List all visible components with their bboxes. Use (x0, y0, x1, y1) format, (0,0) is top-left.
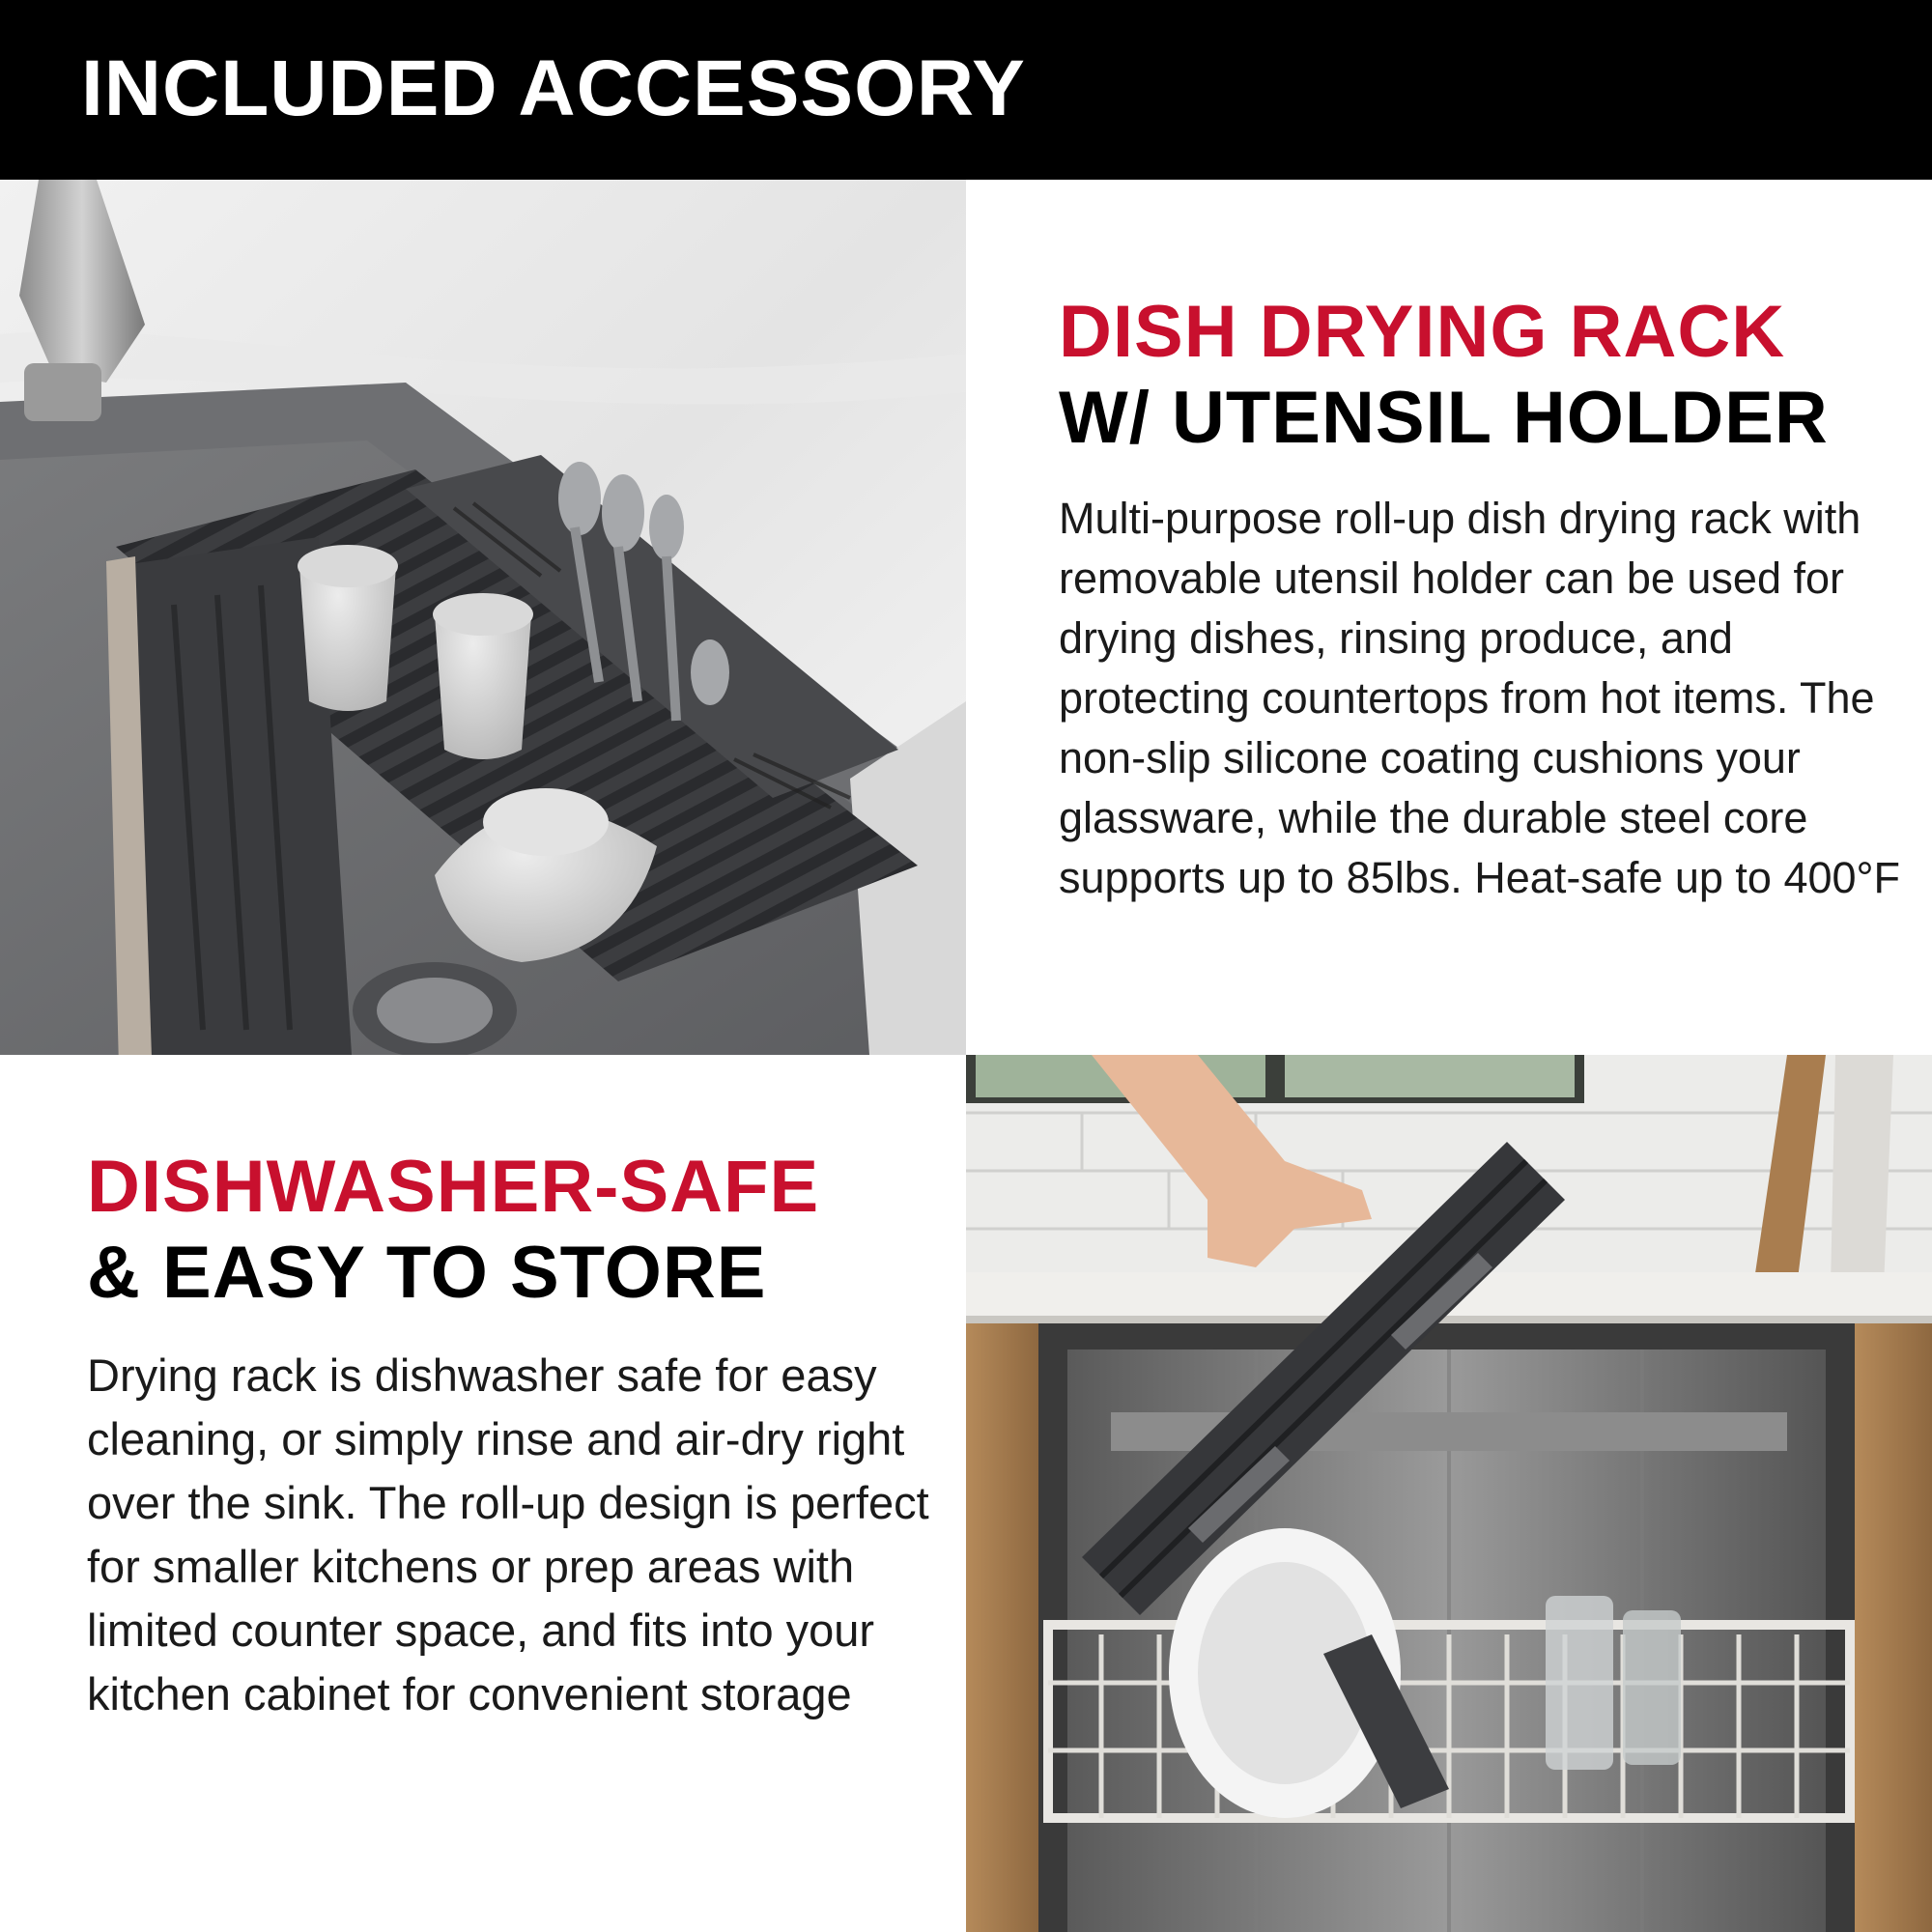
dishwasher-illustration (966, 1055, 1932, 1932)
dishwasher-safe-heading: DISHWASHER-SAFE (87, 1146, 820, 1228)
dishwasher-safe-description: Drying rack is dishwasher safe for easy cleaning, or simply rinse and air-dry right over the sink. The roll-up design is perfect for smaller kitchens or prep areas with limited counter space, and fits into your kitchen cabinet for convenient storage (87, 1350, 929, 1719)
sink-drying-rack-photo (0, 180, 966, 1055)
dish-rack-description: Multi-purpose roll-up dish drying rack with removable utensil holder can be used for drying dishes, rinsing produce, and protecting countertops from hot items. The non-slip silicone coating cushions your glassware, while the durable steel core supports up to 85lbs. Heat-safe up to 400°F (1059, 494, 1901, 902)
easy-to-store-subheading: & EASY TO STORE (87, 1232, 767, 1314)
utensil-holder-subheading: W/ UTENSIL HOLDER (1059, 377, 1829, 459)
dishwasher-photo (966, 1055, 1932, 1932)
dish-rack-feature (1059, 290, 1909, 908)
dishwasher-safe-feature (87, 1145, 937, 1726)
banner-title: INCLUDED ACCESSORY (81, 44, 1026, 132)
header-banner (0, 0, 1932, 180)
dish-rack-heading: DISH DRYING RACK (1059, 291, 1786, 373)
sink-illustration (0, 180, 966, 1055)
